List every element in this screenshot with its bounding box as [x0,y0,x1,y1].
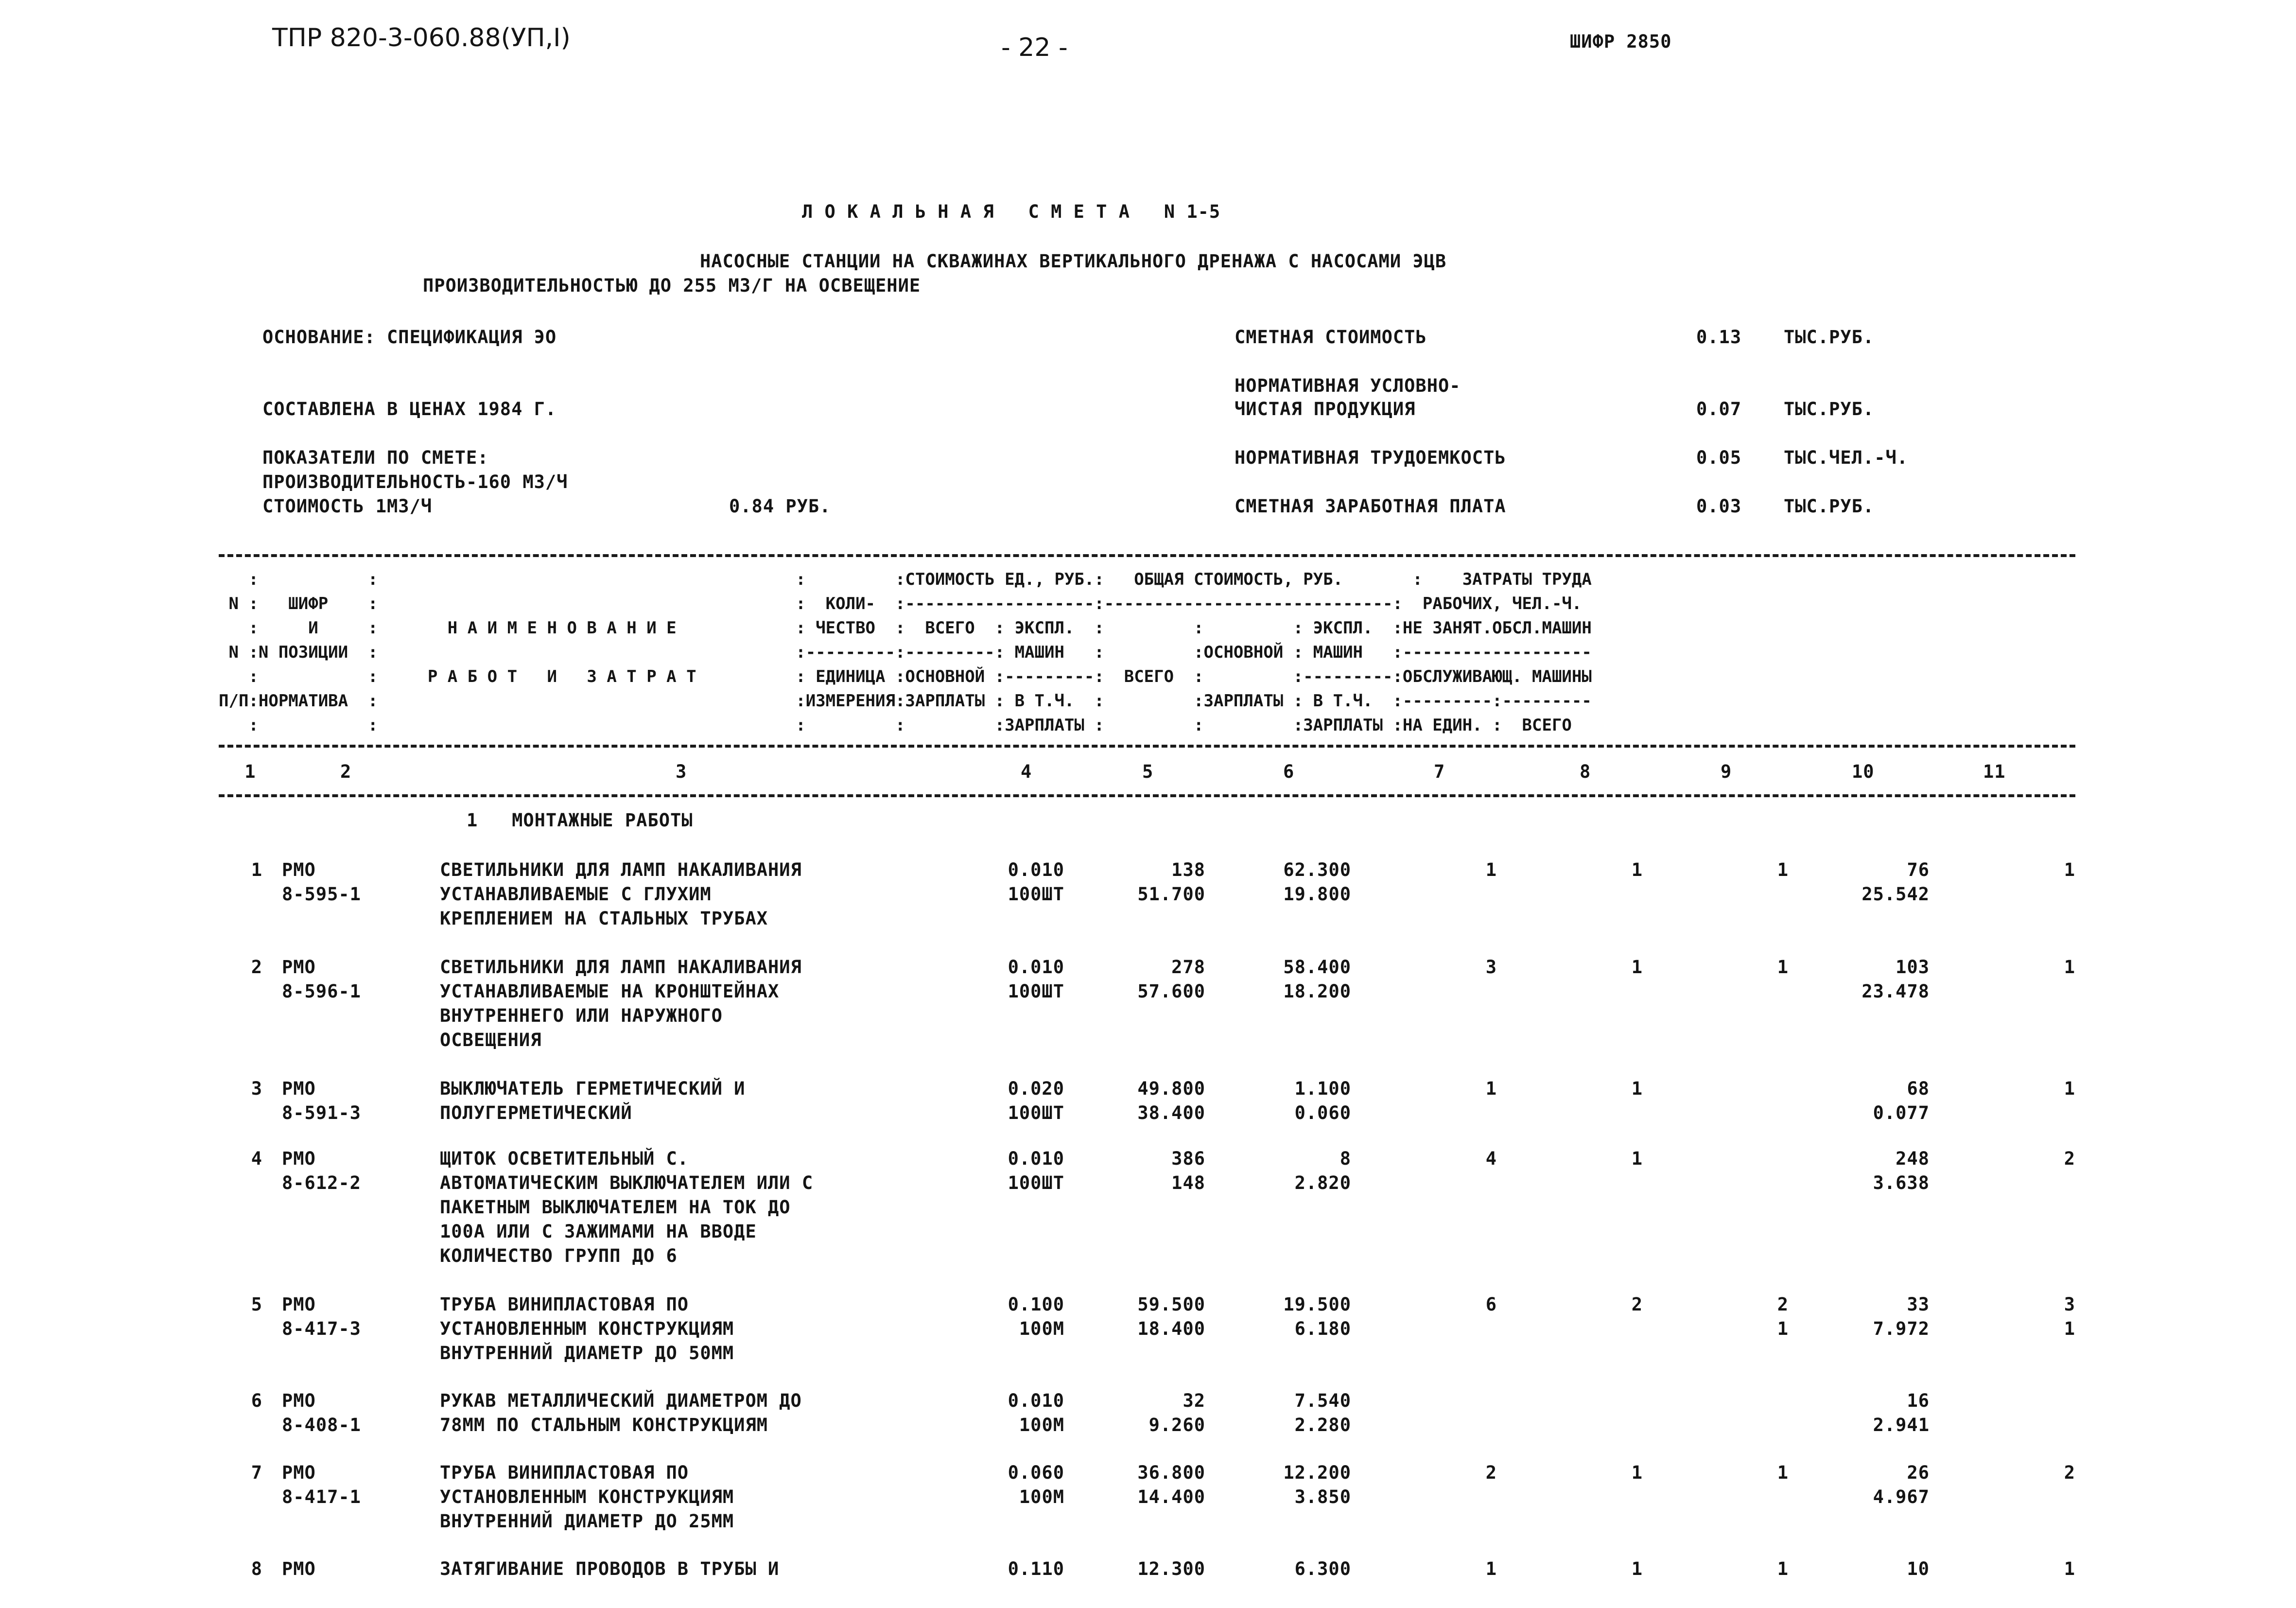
row-number: 1 [251,859,262,880]
unit-cost-machines: 62.300 [1283,859,1351,880]
row-number: 2 [251,957,262,978]
quantity: 0.100 [1008,1294,1064,1315]
total-machines: 1 [1777,859,1789,880]
labor-per-unit: 16 [1907,1390,1930,1411]
work-name-line: ПОЛУГЕРМЕТИЧЕСКИЙ [440,1102,632,1123]
labor-per-unit: 68 [1907,1078,1930,1099]
labor-total: 3 [2064,1294,2075,1315]
work-name-line: ОСВЕЩЕНИЯ [440,1030,542,1050]
column-number: 1 [233,761,267,782]
work-name-line: 78ММ ПО СТАЛЬНЫМ КОНСТРУКЦИЯМ [440,1415,768,1435]
total-cost: 4 [1485,1148,1497,1169]
estimate-title: Л О К А Л Ь Н А Я С М Е Т А N 1-5 [802,201,1221,222]
work-name-line: ВЫКЛЮЧАТЕЛЬ ГЕРМЕТИЧЕСКИЙ И [440,1078,746,1099]
wage-unit: ТЫС.РУБ. [1784,496,1875,517]
unit-of-measure: 100ШТ [1008,1172,1064,1193]
work-name-line: ЩИТОК ОСВЕТИТЕЛЬНЫЙ С. [440,1148,689,1169]
unit-of-measure: 100ШТ [1008,981,1064,1002]
unit-cost-machine-wages: 3.850 [1294,1486,1351,1507]
unit-cost-machine-wages: 6.180 [1294,1318,1351,1339]
section-title: 1 МОНТАЖНЫЕ РАБОТЫ [467,810,693,831]
page-number: - 22 - [1001,33,1068,62]
labor-per-unit: 76 [1907,859,1930,880]
labor-total: 1 [2064,1078,2075,1099]
total-cost: 1 [1485,1078,1497,1099]
work-name-line: УСТАНАВЛИВАЕМЫЕ НА КРОНШТЕЙНАХ [440,981,780,1002]
table-header-line: П/П:НОРМАТИВА : :ИЗМЕРЕНИЯ:ЗАРПЛАТЫ : В Т.Ч. : :ЗАРПЛАТЫ : В Т.Ч. :---------:--------- [219,691,1592,711]
total-cost: 6 [1485,1294,1497,1315]
labor-total: 1 [2064,1558,2075,1579]
total-wages: 1 [1631,1078,1643,1099]
total-cost: 2 [1485,1462,1497,1483]
wage-label: СМЕТНАЯ ЗАРАБОТНАЯ ПЛАТА [1235,496,1506,517]
norm-code-position: 8-612-2 [282,1172,361,1193]
work-name-line: ВНУТРЕННЕГО ИЛИ НАРУЖНОГО [440,1005,723,1026]
work-name-line: СВЕТИЛЬНИКИ ДЛЯ ЛАМП НАКАЛИВАНИЯ [440,859,802,880]
row-number: 3 [251,1078,262,1099]
norm-code: РМО [282,859,316,880]
prices-text: СОСТАВЛЕНА В ЦЕНАХ 1984 Г. [262,399,557,419]
labor-per-unit: 248 [1896,1148,1930,1169]
work-name-line: СВЕТИЛЬНИКИ ДЛЯ ЛАМП НАКАЛИВАНИЯ [440,957,802,978]
cipher-label: ШИФР 2850 [1570,31,1672,52]
table-header-line: : : Р А Б О Т И З А Т Р А Т : ЕДИНИЦА :ОСНОВНОЙ :---------: ВСЕГО : :---------:ОБСЛУЖИВАЮЩ. МАШИНЫ [219,667,1592,686]
norm-code: РМО [282,1462,316,1483]
total-wages: 1 [1631,1558,1643,1579]
table-header-line: : И : Н А И М Е Н О В А Н И Е : ЧЕСТВО : ВСЕГО : ЭКСПЛ. : : : ЭКСПЛ. :НЕ ЗАНЯТ.ОБСЛ.МАШИН [219,618,1592,638]
column-number: 8 [1580,761,1591,782]
wage-value: 0.03 [1696,496,1742,517]
total-machines: 1 [1777,957,1789,978]
column-number: 7 [1434,761,1445,782]
net-product-unit: ТЫС.РУБ. [1784,399,1875,419]
work-name-line: ТРУБА ВИНИПЛАСТОВАЯ ПО [440,1294,689,1315]
total-wages: 1 [1631,1148,1643,1169]
estimated-cost-unit: ТЫС.РУБ. [1784,327,1875,348]
quantity: 0.010 [1008,859,1064,880]
quantity: 0.110 [1008,1558,1064,1579]
table-header-line: : : : : :ЗАРПЛАТЫ : : :ЗАРПЛАТЫ :НА ЕДИН. : ВСЕГО [219,716,1572,735]
unit-cost-machines: 1.100 [1294,1078,1351,1099]
labor-total-machines: 1 [2064,1318,2075,1339]
total-machines: 1 [1777,1558,1789,1579]
work-name-line: КОЛИЧЕСТВО ГРУПП ДО 6 [440,1245,678,1266]
total-wages: 1 [1631,1462,1643,1483]
norm-code-position: 8-591-3 [282,1102,361,1123]
labor-per-unit-machines: 7.972 [1873,1318,1930,1339]
column-number: 5 [1142,761,1154,782]
unit-cost-machines: 58.400 [1283,957,1351,978]
total-cost: 1 [1485,859,1497,880]
row-number: 8 [251,1558,262,1579]
row-number: 7 [251,1462,262,1483]
labor-per-unit: 26 [1907,1462,1930,1483]
norm-code-position: 8-596-1 [282,981,361,1002]
unit-cost-wages: 38.400 [1137,1102,1205,1123]
net-product-label-1: НОРМАТИВНАЯ УСЛОВНО- [1235,375,1461,396]
norm-code: РМО [282,1294,316,1315]
labor-per-unit-machines: 4.967 [1873,1486,1930,1507]
work-name-line: ВНУТРЕННИЙ ДИАМЕТР ДО 25ММ [440,1511,734,1532]
unit-cost-wages: 148 [1171,1172,1205,1193]
total-machine-wages: 1 [1777,1318,1789,1339]
unit-cost-label: СТОИМОСТЬ 1М3/Ч [262,496,433,517]
labor-unit: ТЫС.ЧЕЛ.-Ч. [1784,447,1909,468]
work-name-line: УСТАНОВЛЕННЫМ КОНСТРУКЦИЯМ [440,1318,734,1339]
unit-cost-machines: 19.500 [1283,1294,1351,1315]
unit-cost-machine-wages: 18.200 [1283,981,1351,1002]
column-number: 4 [1021,761,1032,782]
row-number: 5 [251,1294,262,1315]
column-number: 2 [340,761,352,782]
labor-label: НОРМАТИВНАЯ ТРУДОЕМКОСТЬ [1235,447,1506,468]
row-number: 6 [251,1390,262,1411]
row-number: 4 [251,1148,262,1169]
unit-cost-total: 12.300 [1137,1558,1205,1579]
capacity-text: ПРОИЗВОДИТЕЛЬНОСТЬ-160 М3/Ч [262,472,568,492]
unit-cost-wages: 14.400 [1137,1486,1205,1507]
total-cost: 1 [1485,1558,1497,1579]
unit-cost-machines: 6.300 [1294,1558,1351,1579]
labor-total: 2 [2064,1148,2075,1169]
labor-per-unit-machines: 23.478 [1861,981,1930,1002]
table-header-line: N :N ПОЗИЦИИ : :---------:---------: МАШИН : :ОСНОВНОЙ : МАШИН :------------------- [219,643,1592,662]
work-name-line: КРЕПЛЕНИЕМ НА СТАЛЬНЫХ ТРУБАХ [440,908,768,929]
basis-text: ОСНОВАНИЕ: СПЕЦИФИКАЦИЯ ЭО [262,327,557,348]
net-product-label-2: ЧИСТАЯ ПРОДУКЦИЯ [1235,399,1416,419]
unit-cost-total: 59.500 [1137,1294,1205,1315]
quantity: 0.010 [1008,1390,1064,1411]
labor-per-unit: 103 [1896,957,1930,978]
net-product-value: 0.07 [1696,399,1742,419]
norm-code: РМО [282,1078,316,1099]
norm-code: РМО [282,1148,316,1169]
norm-code: РМО [282,957,316,978]
norm-code-position: 8-417-1 [282,1486,361,1507]
work-name-line: АВТОМАТИЧЕСКИМ ВЫКЛЮЧАТЕЛЕМ ИЛИ С [440,1172,814,1193]
total-cost: 3 [1485,957,1497,978]
norm-code-position: 8-417-3 [282,1318,361,1339]
norm-code: РМО [282,1558,316,1579]
work-name-line: 100А ИЛИ С ЗАЖИМАМИ НА ВВОДЕ [440,1221,757,1242]
unit-cost-wages: 18.400 [1137,1318,1205,1339]
labor-value: 0.05 [1696,447,1742,468]
table-header-line: : : : :СТОИМОСТЬ ЕД., РУБ.: ОБЩАЯ СТОИМОСТЬ, РУБ. : ЗАТРАТЫ ТРУДА [219,570,1592,589]
quantity: 0.060 [1008,1462,1064,1483]
labor-per-unit-machines: 2.941 [1873,1415,1930,1435]
quantity: 0.020 [1008,1078,1064,1099]
unit-of-measure: 100ШТ [1008,884,1064,905]
column-number: 6 [1283,761,1295,782]
work-name-line: ВНУТРЕННИЙ ДИАМЕТР ДО 50ММ [440,1343,734,1363]
norm-code-position: 8-595-1 [282,884,361,905]
labor-total: 1 [2064,859,2075,880]
norm-code: РМО [282,1390,316,1411]
work-name-line: УСТАНОВЛЕННЫМ КОНСТРУКЦИЯМ [440,1486,734,1507]
table-header-line: N : ШИФР : : КОЛИ- :-------------------:-----------------------------: РАБОЧИХ, ЧЕЛ.-Ч. [219,594,1582,613]
unit-cost-wages: 51.700 [1137,884,1205,905]
unit-cost-total: 138 [1171,859,1205,880]
total-machines: 2 [1777,1294,1789,1315]
labor-per-unit-machines: 3.638 [1873,1172,1930,1193]
column-number: 10 [1852,761,1875,782]
unit-cost-machine-wages: 19.800 [1283,884,1351,905]
unit-cost-value: 0.84 РУБ. [729,496,831,517]
total-wages: 1 [1631,859,1643,880]
work-name-line: УСТАНАВЛИВАЕМЫЕ С ГЛУХИМ [440,884,712,905]
labor-per-unit: 33 [1907,1294,1930,1315]
column-number: 3 [676,761,687,782]
estimate-subtitle-line2: ПРОИЗВОДИТЕЛЬНОСТЬЮ ДО 255 М3/Г НА ОСВЕЩЕНИЕ [423,275,921,296]
unit-cost-machines: 8 [1339,1148,1351,1169]
estimated-cost-value: 0.13 [1696,327,1742,348]
labor-per-unit-machines: 0.077 [1873,1102,1930,1123]
estimated-cost-label: СМЕТНАЯ СТОИМОСТЬ [1235,327,1427,348]
unit-cost-total: 32 [1183,1390,1205,1411]
work-name-line: РУКАВ МЕТАЛЛИЧЕСКИЙ ДИАМЕТРОМ ДО [440,1390,802,1411]
work-name-line: ПАКЕТНЫМ ВЫКЛЮЧАТЕЛЕМ НА ТОК ДО [440,1197,791,1218]
estimate-subtitle-line1: НАСОСНЫЕ СТАНЦИИ НА СКВАЖИНАХ ВЕРТИКАЛЬНОГО ДРЕНАЖА С НАСОСАМИ ЭЦВ [700,251,1447,272]
unit-cost-machines: 12.200 [1283,1462,1351,1483]
total-wages: 2 [1631,1294,1643,1315]
labor-per-unit-machines: 25.542 [1861,884,1930,905]
unit-of-measure: 100М [1019,1318,1064,1339]
labor-total: 1 [2064,957,2075,978]
unit-of-measure: 100ШТ [1008,1102,1064,1123]
indicators-text: ПОКАЗАТЕЛИ ПО СМЕТЕ: [262,447,489,468]
document-code: ТПР 820-3-060.88(УП,I) [272,23,571,52]
unit-cost-machine-wages: 0.060 [1294,1102,1351,1123]
unit-of-measure: 100М [1019,1415,1064,1435]
unit-cost-total: 49.800 [1137,1078,1205,1099]
labor-total: 2 [2064,1462,2075,1483]
unit-cost-machine-wages: 2.820 [1294,1172,1351,1193]
work-name-line: ЗАТЯГИВАНИЕ ПРОВОДОВ В ТРУБЫ И [440,1558,780,1579]
total-machines: 1 [1777,1462,1789,1483]
unit-cost-total: 278 [1171,957,1205,978]
quantity: 0.010 [1008,957,1064,978]
unit-cost-wages: 57.600 [1137,981,1205,1002]
unit-cost-machines: 7.540 [1294,1390,1351,1411]
unit-cost-machine-wages: 2.280 [1294,1415,1351,1435]
column-number: 9 [1721,761,1732,782]
unit-of-measure: 100М [1019,1486,1064,1507]
norm-code-position: 8-408-1 [282,1415,361,1435]
total-wages: 1 [1631,957,1643,978]
labor-per-unit: 10 [1907,1558,1930,1579]
quantity: 0.010 [1008,1148,1064,1169]
unit-cost-total: 386 [1171,1148,1205,1169]
work-name-line: ТРУБА ВИНИПЛАСТОВАЯ ПО [440,1462,689,1483]
column-number: 11 [1983,761,2006,782]
unit-cost-total: 36.800 [1137,1462,1205,1483]
unit-cost-wages: 9.260 [1148,1415,1205,1435]
